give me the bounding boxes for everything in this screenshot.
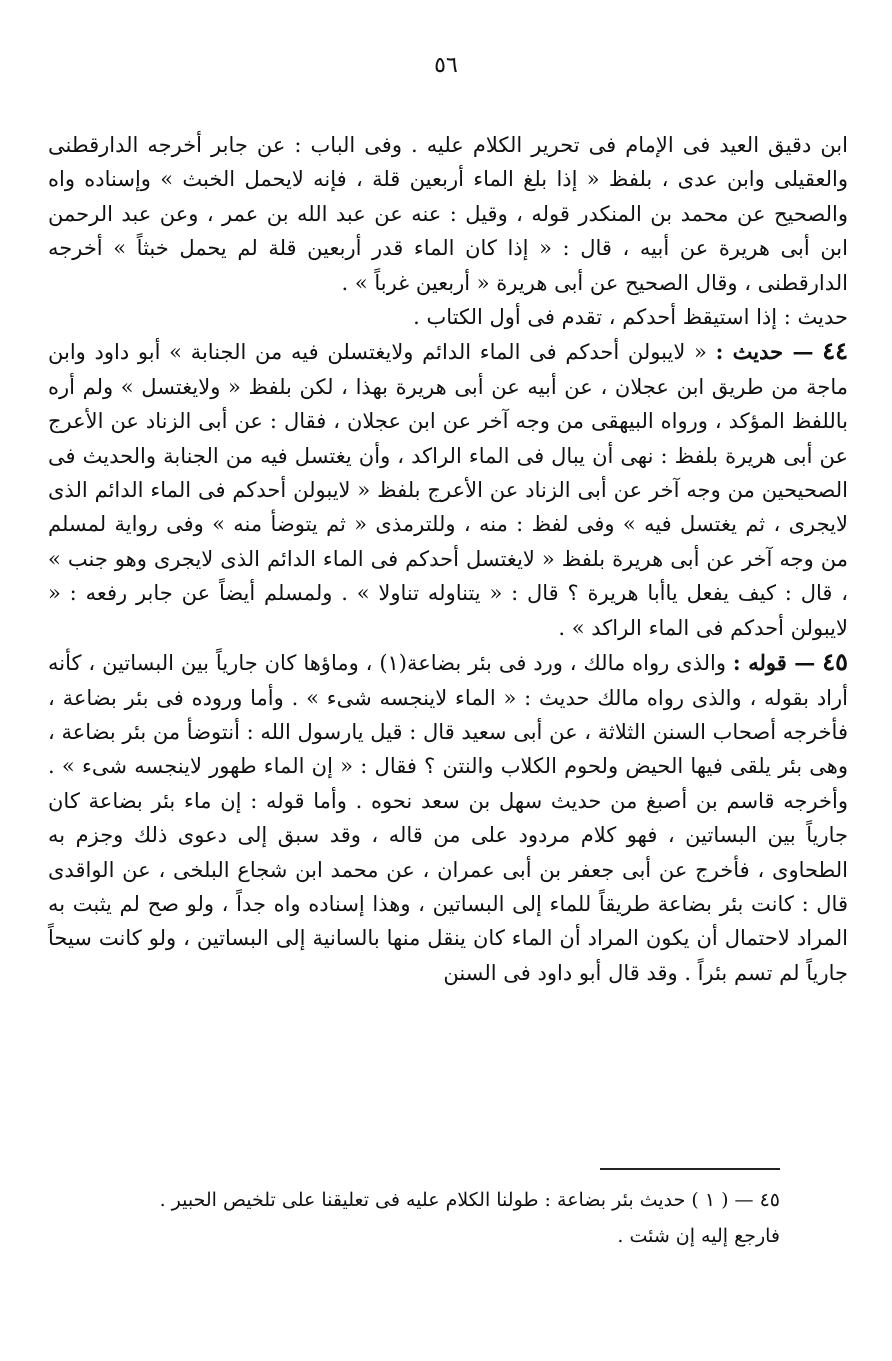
footnote-text: حديث بئر بضاعة : طولنا الكلام عليه فى تعليقنا على تلخيص الحبير . فارجع إليه إن شئت . xyxy=(159,1189,780,1247)
footnote-ref: ٤٥ — ( ١ ) xyxy=(691,1189,780,1211)
entry-number: ٤٤ xyxy=(822,336,848,366)
main-text xyxy=(48,128,848,990)
paragraph-text: « لايبولن أحدكم فى الماء الدائم ولايغتسلن فيه من الجنابة » أبو داود وابن ماجة من طريق ابن عجلان ، عن أبيه عن أبى هريرة بهذا ، لكن بلفظ « ولايغتسل » ولم أره باللفظ المؤكد ، ورواه البيهقى من وجه آخر عن ابن عجلان ، فقال : عن أبى الزناد عن الأعرج عن أبى هريرة بلفظ : نهى أن يبال فى الماء الراكد ، وأن يغتسل فيه من الجنابة والحديث فى الصحيحين من وجه آخر عن أبى الزناد عن الأعرج بلفظ « لايبولن أحدكم فى الماء الدائم الذى لايجرى ، ثم يغتسل فيه » وفى لفظ : منه ، وللترمذى « ثم يتوضأ منه » وفى رواية لمسلم من وجه آخر عن أبى هريرة بلفظ « لايغتسل أحدكم فى الماء الدائم الذى لايجرى وهو جنب » ، قال : كيف يفعل ياأبا هريرة ؟ قال : « يتناوله تناولا » . ولمسلم أيضاً عن جابر رفعه : « لايبولن أحدكم فى الماء الراكد » . xyxy=(48,340,848,640)
entry-lead: — حديث : xyxy=(715,339,814,365)
footnote-line xyxy=(110,1182,780,1254)
paragraph-text: حديث : إذا استيقظ أحدكم ، تقدم فى أول الكتاب . xyxy=(413,305,848,330)
footnote-divider xyxy=(600,1168,780,1170)
page-number: ٥٦ xyxy=(434,53,458,78)
paragraph-entry-45 xyxy=(48,645,848,990)
entry-number: ٤٥ xyxy=(822,647,848,677)
paragraph-continuation xyxy=(48,128,848,300)
footnote xyxy=(110,1182,780,1254)
paragraph-entry-44 xyxy=(48,334,848,645)
paragraph-text: والذى رواه مالك ، ورد فى بئر بضاعة(١) ، وماؤها كان جارياً بين البساتين ، كأنه أراد بقوله ، والذى رواه مالك حديث : « الماء لاينجسه شىء » . وأما وروده فى بئر بضاعة ، فأخرجه أصحاب السنن الثلاثة ، عن أبى سعيد قال : قيل يارسول الله : أنتوضأ من بئر بضاعة ، وهى بئر يلقى فيها الحيض ولحوم الكلاب والنتن ؟ فقال : « إن الماء طهور لاينجسه شىء » . وأخرجه قاسم بن أصبغ من حديث سهل بن سعد نحوه . وأما قوله : إن ماء بئر بضاعة كان جارياً بين البساتين ، فهو كلام مردود على من قاله ، وقد سبق إلى دعوى ذلك وجزم به الطحاوى ، فأخرج عن أبى جعفر بن أبى عمران ، عن محمد ابن شجاع البلخى ، عن الواقدى قال : كانت بئر بضاعة طريقاً للماء إلى البساتين ، وهذا إسناده واه جداً ، ولو صح لم يثبت به المراد لاحتمال أن يكون المراد أن الماء كان ينقل منها بالسانية إلى البساتين ، ولو كانت سيحاً جارياً لم تسم بئراً . وقد قال أبو داود فى السنن xyxy=(48,651,848,985)
paragraph-cross-reference xyxy=(48,300,848,334)
entry-lead: — قوله : xyxy=(732,650,816,676)
paragraph-text: ابن دقيق العيد فى الإمام فى تحرير الكلام عليه . وفى الباب : عن جابر أخرجه الدارقطنى والعقيلى وابن عدى ، بلفظ « إذا بلغ الماء أربعين قلة ، فإنه لايحمل الخبث » وإسناده واه والصحيح عن محمد بن المنكدر قوله ، وقيل : عنه عن عبد الله بن عمر ، وعن عبد الرحمن ابن أبى هريرة عن أبيه ، قال : « إذا كان الماء قدر أربعين قلة لم يحمل خبثاً » أخرجه الدارقطنى ، وقال الصحيح عن أبى هريرة « أربعين غرباً » . xyxy=(48,133,848,295)
